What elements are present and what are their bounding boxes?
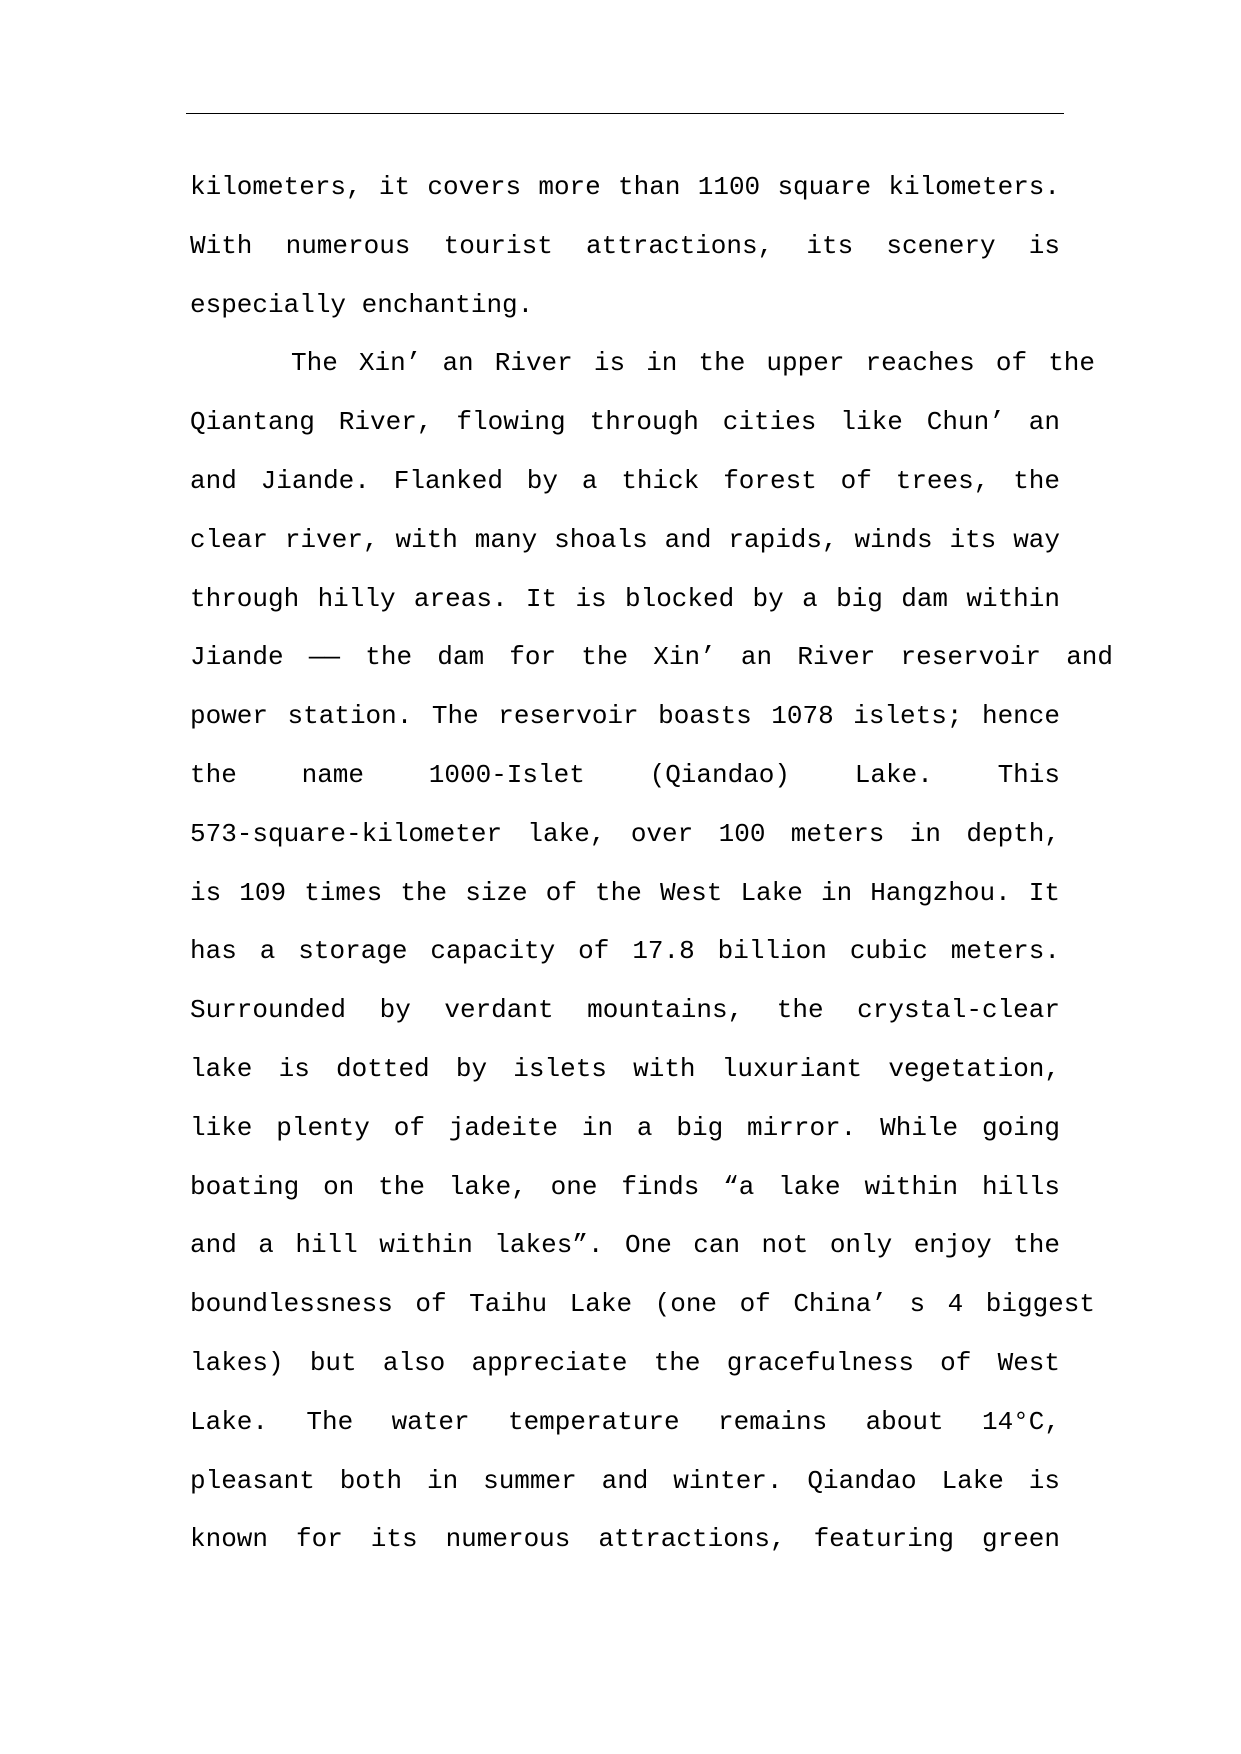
body-text [190,158,1190,1569]
text-line: the name 1000-Islet (Qiandao) Lake. This [190,759,1060,790]
text-line: lake is dotted by islets with luxuriant vegetation, [190,1053,1060,1084]
text-line: With numerous tourist attractions, its scenery is [190,230,1060,261]
text-line: has a storage capacity of 17.8 billion cubic meters. [190,936,1060,967]
text-line: clear river, with many shoals and rapids, winds its way [190,524,1060,555]
header-rule [186,113,1064,114]
text-line: known for its numerous attractions, featuring green [190,1524,1060,1555]
text-line: pleasant both in summer and winter. Qiandao Lake is [190,1465,1060,1496]
text-line: is 109 times the size of the West Lake in Hangzhou. It [190,877,1060,908]
text-line: Jiande —— the dam for the Xin’ an River reservoir and [190,642,1113,673]
text-line: boundlessness of Taihu Lake (one of China’ s 4 biggest [190,1289,1095,1320]
text-line: kilometers, it covers more than 1100 square kilometers. [190,172,1060,202]
text-line: Lake. The water temperature remains about 14°C, [190,1406,1060,1437]
text-line: especially enchanting. [190,289,534,320]
text-line: through hilly areas. It is blocked by a big dam within [190,583,1060,614]
text-line: lakes) but also appreciate the gracefulness of West [190,1347,1060,1378]
text-line: Surrounded by verdant mountains, the crystal-clear [190,995,1060,1026]
text-line: and Jiande. Flanked by a thick forest of trees, the [190,465,1060,496]
text-line: and a hill within lakes”. One can not only enjoy the [190,1230,1060,1261]
paragraph-continuation [190,158,1190,334]
text-line: power station. The reservoir boasts 1078 islets; hence [190,701,1060,732]
text-line: Qiantang River, flowing through cities like Chun’ an [190,407,1060,438]
text-line: boating on the lake, one finds “a lake within hills [190,1171,1060,1202]
text-line: The Xin’ an River is in the upper reaches of the [291,348,1095,379]
paragraph-xinan-river [190,334,1190,1569]
text-line: like plenty of jadeite in a big mirror. While going [190,1112,1060,1143]
text-line: 573-square-kilometer lake, over 100 meters in depth, [190,818,1060,849]
